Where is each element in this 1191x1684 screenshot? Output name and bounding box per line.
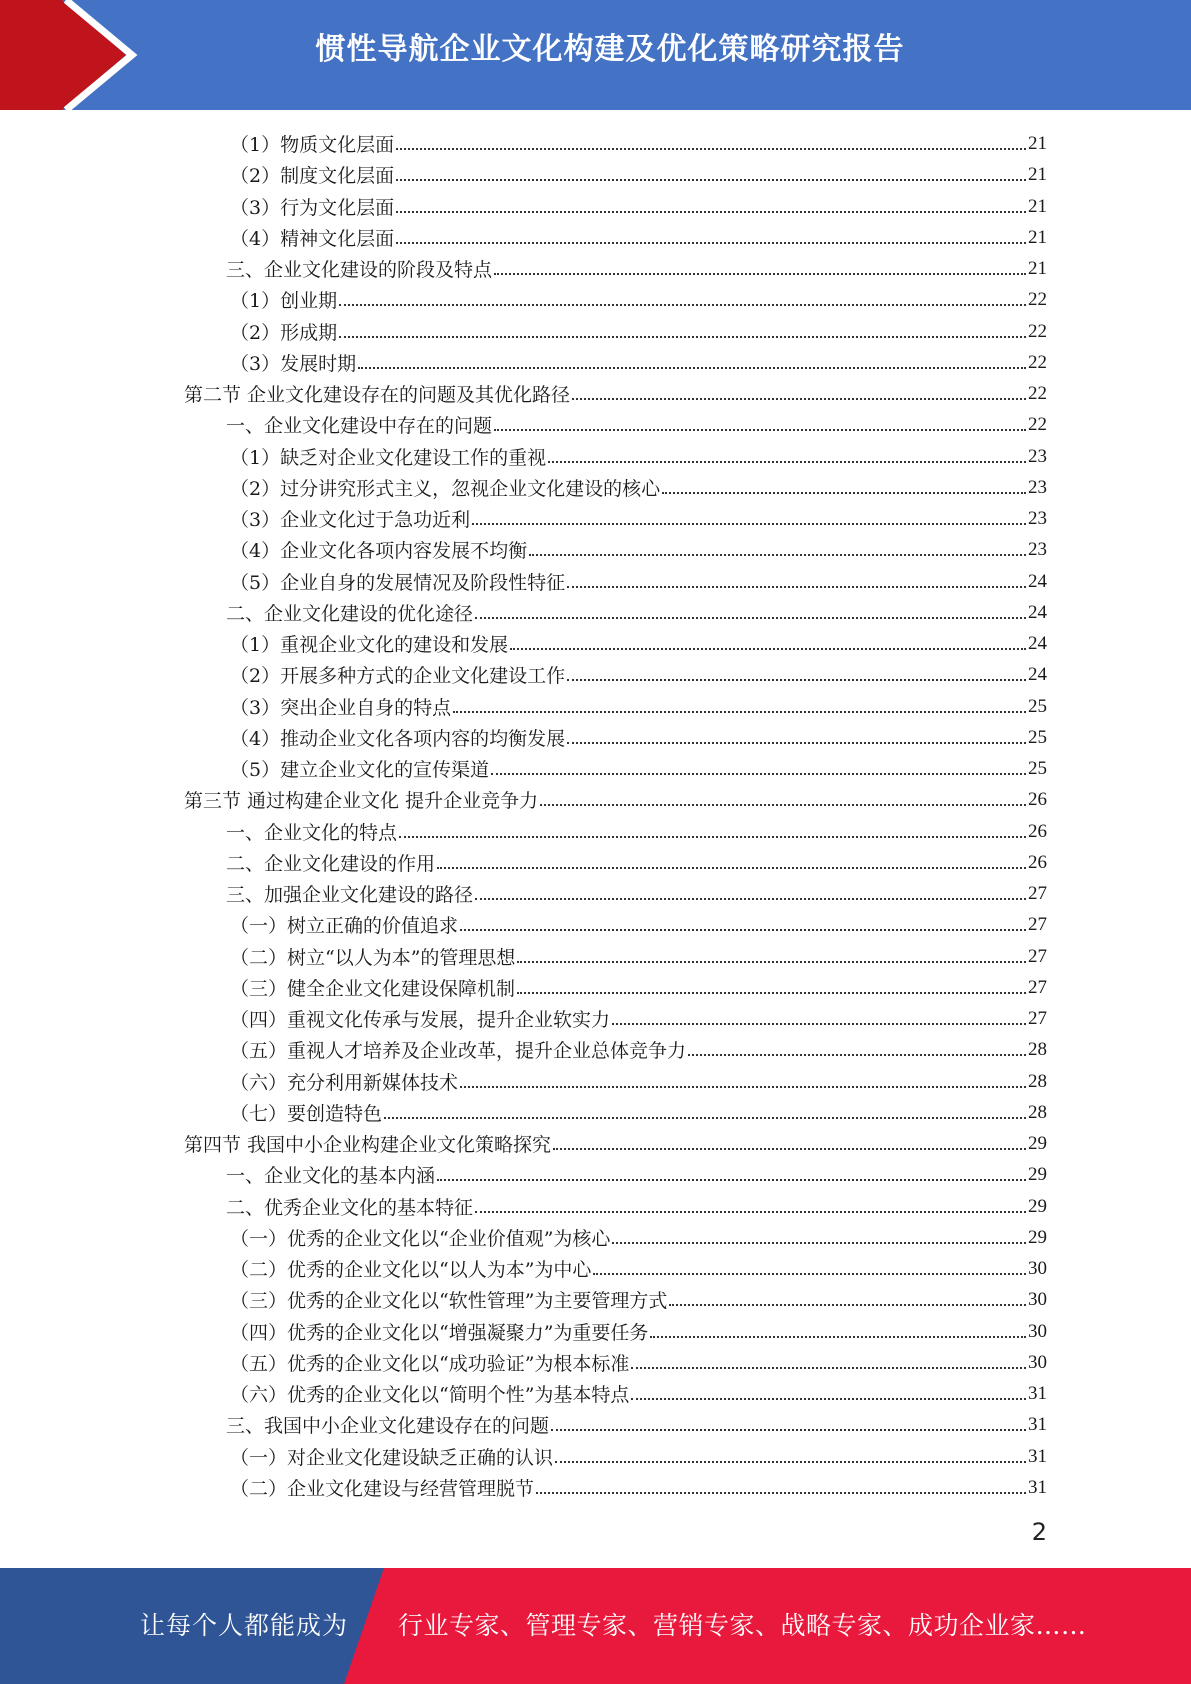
toc-entry-page: 28 bbox=[1028, 1038, 1047, 1060]
toc-entry[interactable] bbox=[230, 753, 1047, 784]
toc-entry-title: （四）优秀的企业文化以“增强凝聚力”为重要任务 bbox=[230, 1322, 649, 1344]
toc-dot-leader bbox=[396, 241, 1026, 244]
toc-entry-title: （1）创业期 bbox=[230, 290, 338, 312]
toc-entry-page: 26 bbox=[1028, 851, 1047, 873]
toc-entry-title: （一）树立正确的价值追求 bbox=[230, 915, 459, 937]
toc-entry-page: 21 bbox=[1028, 163, 1047, 185]
toc-entry-title: （一）对企业文化建设缺乏正确的认识 bbox=[230, 1447, 554, 1469]
toc-entry-page: 27 bbox=[1028, 976, 1047, 998]
toc-dot-leader bbox=[548, 460, 1026, 463]
toc-entry[interactable] bbox=[226, 878, 1047, 909]
toc-entry-title: （5）企业自身的发展情况及阶段性特征 bbox=[230, 572, 566, 594]
toc-entry[interactable] bbox=[230, 1222, 1047, 1253]
toc-entry[interactable] bbox=[226, 1409, 1047, 1440]
toc-entry-page: 30 bbox=[1028, 1257, 1047, 1279]
toc-dot-leader bbox=[437, 1178, 1026, 1181]
toc-dot-leader bbox=[437, 866, 1026, 869]
toc-dot-leader bbox=[517, 991, 1026, 994]
toc-dot-leader bbox=[472, 522, 1026, 525]
toc-entry-title: 三、企业文化建设的阶段及特点 bbox=[226, 259, 493, 281]
toc-entry-page: 27 bbox=[1028, 882, 1047, 904]
toc-entry-page: 26 bbox=[1028, 788, 1047, 810]
toc-entry-page: 25 bbox=[1028, 757, 1047, 779]
toc-entry-title: （1）重视企业文化的建设和发展 bbox=[230, 634, 509, 656]
toc-entry[interactable] bbox=[226, 597, 1047, 628]
toc-dot-leader bbox=[555, 1460, 1026, 1463]
toc-entry-page: 23 bbox=[1028, 507, 1047, 529]
toc-dot-leader bbox=[662, 491, 1026, 494]
toc-dot-leader bbox=[396, 210, 1026, 213]
toc-entry-page: 27 bbox=[1028, 1007, 1047, 1029]
toc-dot-leader bbox=[396, 147, 1026, 150]
toc-entry-title: （2）形成期 bbox=[230, 322, 338, 344]
toc-entry[interactable] bbox=[230, 159, 1047, 190]
toc-entry[interactable] bbox=[230, 566, 1047, 597]
toc-entry[interactable] bbox=[230, 441, 1047, 472]
toc-entry[interactable] bbox=[230, 1097, 1047, 1128]
toc-entry-title: （二）企业文化建设与经营管理脱节 bbox=[230, 1478, 535, 1500]
toc-dot-leader bbox=[453, 710, 1026, 713]
toc-entry-page: 31 bbox=[1028, 1382, 1047, 1404]
toc-entry-title: （3）企业文化过于急功近利 bbox=[230, 509, 471, 531]
toc-entry-page: 30 bbox=[1028, 1320, 1047, 1342]
toc-entry[interactable] bbox=[230, 472, 1047, 503]
toc-entry-page: 21 bbox=[1028, 132, 1047, 154]
toc-entry-page: 28 bbox=[1028, 1101, 1047, 1123]
toc-entry-page: 23 bbox=[1028, 445, 1047, 467]
toc-entry-page: 30 bbox=[1028, 1288, 1047, 1310]
toc-dot-leader bbox=[612, 1022, 1026, 1025]
toc-dot-leader bbox=[631, 1397, 1026, 1400]
toc-entry[interactable] bbox=[230, 503, 1047, 534]
toc-dot-leader bbox=[536, 1491, 1026, 1494]
footer-slogan-left: 让每个人都能成为 bbox=[140, 1611, 349, 1640]
toc-entry-page: 23 bbox=[1028, 538, 1047, 560]
toc-entry-title: （三）优秀的企业文化以“软性管理”为主要管理方式 bbox=[230, 1290, 668, 1312]
toc-entry-page: 24 bbox=[1028, 601, 1047, 623]
toc-entry-page: 22 bbox=[1028, 382, 1047, 404]
toc-dot-leader bbox=[553, 1147, 1026, 1150]
toc-entry-title: （2）开展多种方式的企业文化建设工作 bbox=[230, 665, 566, 687]
toc-entry-title: （五）重视人才培养及企业改革，提升企业总体竞争力 bbox=[230, 1040, 687, 1062]
toc-entry[interactable] bbox=[230, 628, 1047, 659]
toc-entry[interactable] bbox=[184, 378, 1047, 409]
toc-entry-title: （4）精神文化层面 bbox=[230, 228, 395, 250]
toc-entry-page: 30 bbox=[1028, 1351, 1047, 1373]
toc-entry[interactable] bbox=[230, 1347, 1047, 1378]
toc-dot-leader bbox=[650, 1335, 1026, 1338]
toc-entry[interactable] bbox=[226, 253, 1047, 284]
toc-entry[interactable] bbox=[230, 1253, 1047, 1284]
toc-entry-title: （4）企业文化各项内容发展不均衡 bbox=[230, 540, 528, 562]
toc-dot-leader bbox=[529, 553, 1026, 556]
toc-entry-page: 28 bbox=[1028, 1070, 1047, 1092]
toc-entry-title: （5）建立企业文化的宣传渠道 bbox=[230, 759, 490, 781]
toc-entry[interactable] bbox=[230, 1441, 1047, 1472]
toc-dot-leader bbox=[540, 803, 1026, 806]
toc-entry-title: 二、企业文化建设的作用 bbox=[226, 853, 436, 875]
toc-entry-page: 22 bbox=[1028, 351, 1047, 373]
toc-entry-title: （一）优秀的企业文化以“企业价值观”为核心 bbox=[230, 1228, 611, 1250]
toc-dot-leader bbox=[593, 1272, 1026, 1275]
report-title: 惯性导航企业文化构建及优化策略研究报告 bbox=[315, 32, 905, 67]
toc-entry-title: （1）缺乏对企业文化建设工作的重视 bbox=[230, 447, 547, 469]
toc-entry[interactable] bbox=[226, 1191, 1047, 1222]
toc-entry[interactable] bbox=[230, 191, 1047, 222]
toc-entry-title: 二、优秀企业文化的基本特征 bbox=[226, 1197, 474, 1219]
toc-dot-leader bbox=[339, 335, 1026, 338]
toc-entry-page: 25 bbox=[1028, 695, 1047, 717]
toc-entry[interactable] bbox=[226, 816, 1047, 847]
toc-entry-page: 31 bbox=[1028, 1445, 1047, 1467]
toc-dot-leader bbox=[567, 741, 1026, 744]
toc-entry-page: 22 bbox=[1028, 288, 1047, 310]
toc-dot-leader bbox=[612, 1241, 1026, 1244]
toc-entry-page: 25 bbox=[1028, 726, 1047, 748]
toc-entry-page: 22 bbox=[1028, 413, 1047, 435]
toc-dot-leader bbox=[475, 897, 1026, 900]
toc-dot-leader bbox=[688, 1053, 1026, 1056]
toc-dot-leader bbox=[475, 1210, 1026, 1213]
toc-entry-title: 第四节 我国中小企业构建企业文化策略探究 bbox=[184, 1134, 552, 1156]
toc-entry[interactable] bbox=[230, 1316, 1047, 1347]
toc-entry-title: 第三节 通过构建企业文化 提升企业竞争力 bbox=[184, 790, 539, 812]
toc-entry-page: 27 bbox=[1028, 945, 1047, 967]
footer-band bbox=[0, 1568, 1191, 1684]
toc-entry-page: 31 bbox=[1028, 1476, 1047, 1498]
toc-entry-title: （七）要创造特色 bbox=[230, 1103, 383, 1125]
toc-entry-page: 31 bbox=[1028, 1413, 1047, 1435]
toc-dot-leader bbox=[399, 835, 1026, 838]
toc-dot-leader bbox=[551, 1428, 1026, 1431]
toc-entry-page: 21 bbox=[1028, 226, 1047, 248]
toc-entry-title: （3）行为文化层面 bbox=[230, 197, 395, 219]
toc-entry-page: 23 bbox=[1028, 476, 1047, 498]
toc-dot-leader bbox=[491, 772, 1026, 775]
toc-dot-leader bbox=[460, 1085, 1026, 1088]
toc-entry-title: （4）推动企业文化各项内容的均衡发展 bbox=[230, 728, 566, 750]
header-arrow-icon bbox=[0, 0, 160, 110]
toc-entry[interactable] bbox=[230, 1284, 1047, 1315]
toc-entry-page: 29 bbox=[1028, 1226, 1047, 1248]
toc-dot-leader bbox=[396, 178, 1026, 181]
toc-entry[interactable] bbox=[230, 1034, 1047, 1065]
toc-entry-title: （二）树立“以人为本”的管理思想 bbox=[230, 947, 516, 969]
toc-entry[interactable] bbox=[230, 909, 1047, 940]
toc-entry-title: （六）优秀的企业文化以“简明个性”为基本特点 bbox=[230, 1384, 630, 1406]
toc-entry-title: （3）发展时期 bbox=[230, 353, 357, 375]
toc-entry-title: （1）物质文化层面 bbox=[230, 134, 395, 156]
toc-entry-title: 三、加强企业文化建设的路径 bbox=[226, 884, 474, 906]
footer-slogan-right: 行业专家、管理专家、营销专家、战略专家、成功企业家…… bbox=[398, 1611, 1087, 1640]
toc-entry[interactable] bbox=[230, 316, 1047, 347]
toc-entry-page: 29 bbox=[1028, 1132, 1047, 1154]
page-number: 2 bbox=[1031, 1518, 1047, 1546]
toc-dot-leader bbox=[669, 1303, 1026, 1306]
toc-entry-title: （三）健全企业文化建设保障机制 bbox=[230, 978, 516, 1000]
toc-entry-title: 一、企业文化建设中存在的问题 bbox=[226, 415, 493, 437]
toc-entry[interactable] bbox=[184, 1128, 1047, 1159]
toc-dot-leader bbox=[510, 647, 1026, 650]
toc-dot-leader bbox=[384, 1116, 1026, 1119]
toc-entry[interactable] bbox=[226, 409, 1047, 440]
toc-dot-leader bbox=[494, 272, 1026, 275]
toc-entry[interactable] bbox=[230, 284, 1047, 315]
toc-entry-title: （五）优秀的企业文化以“成功验证”为根本标准 bbox=[230, 1353, 630, 1375]
toc-entry-page: 24 bbox=[1028, 570, 1047, 592]
toc-entry[interactable] bbox=[230, 347, 1047, 378]
toc-entry[interactable] bbox=[230, 1472, 1047, 1503]
toc-dot-leader bbox=[567, 585, 1026, 588]
toc-dot-leader bbox=[494, 428, 1026, 431]
toc-entry[interactable] bbox=[230, 128, 1047, 159]
toc-entry[interactable] bbox=[230, 722, 1047, 753]
toc-entry-title: 三、我国中小企业文化建设存在的问题 bbox=[226, 1415, 550, 1437]
toc-entry-title: （六）充分利用新媒体技术 bbox=[230, 1072, 459, 1094]
toc-entry[interactable] bbox=[230, 691, 1047, 722]
toc-dot-leader bbox=[572, 397, 1026, 400]
toc-entry[interactable] bbox=[230, 941, 1047, 972]
toc-entry[interactable] bbox=[230, 972, 1047, 1003]
header-band bbox=[0, 0, 1191, 110]
toc-entry-page: 29 bbox=[1028, 1163, 1047, 1185]
toc-dot-leader bbox=[358, 366, 1026, 369]
toc-entry-title: （3）突出企业自身的特点 bbox=[230, 697, 452, 719]
toc-entry-page: 21 bbox=[1028, 257, 1047, 279]
toc-entry[interactable] bbox=[226, 1159, 1047, 1190]
toc-dot-leader bbox=[475, 616, 1026, 619]
toc-entry[interactable] bbox=[184, 784, 1047, 815]
toc-dot-leader bbox=[339, 303, 1026, 306]
toc-entry-title: （四）重视文化传承与发展，提升企业软实力 bbox=[230, 1009, 611, 1031]
toc-entry-title: 一、企业文化的特点 bbox=[226, 822, 398, 844]
toc-entry[interactable] bbox=[230, 1066, 1047, 1097]
toc-entry-title: 第二节 企业文化建设存在的问题及其优化路径 bbox=[184, 384, 571, 406]
toc-entry-title: 一、企业文化的基本内涵 bbox=[226, 1165, 436, 1187]
toc-entry-title: （2）制度文化层面 bbox=[230, 165, 395, 187]
toc-entry[interactable] bbox=[226, 847, 1047, 878]
toc-dot-leader bbox=[460, 928, 1026, 931]
toc-entry[interactable] bbox=[230, 659, 1047, 690]
toc-dot-leader bbox=[517, 960, 1026, 963]
toc-entry-page: 21 bbox=[1028, 195, 1047, 217]
toc-entry[interactable] bbox=[230, 222, 1047, 253]
toc-entry-page: 26 bbox=[1028, 820, 1047, 842]
toc-entry-title: （2）过分讲究形式主义，忽视企业文化建设的核心 bbox=[230, 478, 661, 500]
toc-entry-title: 二、企业文化建设的优化途径 bbox=[226, 603, 474, 625]
toc-entry-page: 24 bbox=[1028, 663, 1047, 685]
toc-entry-page: 24 bbox=[1028, 632, 1047, 654]
toc-entry[interactable] bbox=[230, 534, 1047, 565]
toc-entry-page: 22 bbox=[1028, 320, 1047, 342]
toc-dot-leader bbox=[567, 678, 1026, 681]
toc-dot-leader bbox=[631, 1366, 1026, 1369]
toc-entry-title: （二）优秀的企业文化以“以人为本”为中心 bbox=[230, 1259, 592, 1281]
toc-entry-page: 29 bbox=[1028, 1195, 1047, 1217]
toc-entry[interactable] bbox=[230, 1378, 1047, 1409]
toc-entry[interactable] bbox=[230, 1003, 1047, 1034]
toc-entry-page: 27 bbox=[1028, 913, 1047, 935]
